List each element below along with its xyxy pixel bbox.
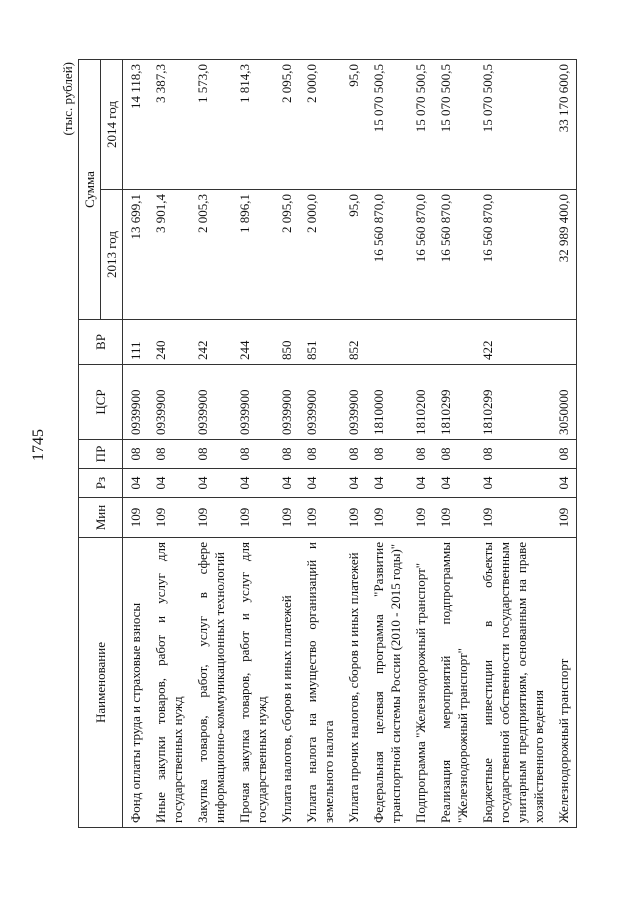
row-pr: 08 <box>123 440 149 469</box>
row-min: 109 <box>148 498 190 538</box>
table-row <box>475 60 551 828</box>
row-min: 109 <box>190 498 232 538</box>
units-label: (тыс. рублей) <box>60 62 75 136</box>
row-vr <box>551 320 577 365</box>
table-row <box>299 60 341 828</box>
row-csr: 0939900 <box>232 365 274 440</box>
table-header <box>79 60 123 828</box>
row-min: 109 <box>433 498 475 538</box>
row-csr: 1810200 <box>408 365 433 440</box>
row-amount-2013: 2 000,0 <box>299 190 341 320</box>
header-vr: ВР <box>79 320 123 365</box>
row-amount-2013: 2 005,3 <box>190 190 232 320</box>
table-row <box>366 60 408 828</box>
table-row <box>123 60 149 828</box>
row-name: Уплата налогов, сборов и иных платежей <box>274 538 299 828</box>
row-csr: 0939900 <box>190 365 232 440</box>
row-amount-2014: 1 814,3 <box>232 60 274 190</box>
budget-table <box>78 59 577 828</box>
row-amount-2013: 95,0 <box>341 190 366 320</box>
row-rz: 04 <box>341 469 366 498</box>
row-amount-2014: 2 000,0 <box>299 60 341 190</box>
row-amount-2013: 2 095,0 <box>274 190 299 320</box>
row-name: Закупка товаров, работ, услуг в сфере информационно-коммуникационных технологий <box>190 538 232 828</box>
row-vr <box>433 320 475 365</box>
row-name: Уплата прочих налогов, сборов и иных платежей <box>341 538 366 828</box>
row-pr: 08 <box>232 440 274 469</box>
row-amount-2014: 15 070 500,5 <box>408 60 433 190</box>
row-vr <box>408 320 433 365</box>
header-year-2013: 2013 год <box>101 190 123 320</box>
row-amount-2014: 2 095,0 <box>274 60 299 190</box>
row-name: Фонд оплаты труда и страховые взносы <box>123 538 149 828</box>
row-name: Иные закупки товаров, работ и услуг для государственных нужд <box>148 538 190 828</box>
row-pr: 08 <box>551 440 577 469</box>
header-rz: Рз <box>79 469 123 498</box>
row-csr: 0939900 <box>123 365 149 440</box>
table-row <box>148 60 190 828</box>
row-amount-2014: 15 070 500,5 <box>433 60 475 190</box>
row-csr: 0939900 <box>299 365 341 440</box>
row-pr: 08 <box>190 440 232 469</box>
row-amount-2013: 3 901,4 <box>148 190 190 320</box>
row-pr: 08 <box>366 440 408 469</box>
page-number: 1745 <box>30 429 47 461</box>
row-csr: 1810299 <box>475 365 551 440</box>
row-vr: 244 <box>232 320 274 365</box>
row-csr: 0939900 <box>148 365 190 440</box>
row-amount-2013: 16 560 870,0 <box>366 190 408 320</box>
row-name: Железнодорожный транспорт <box>551 538 577 828</box>
row-vr: 850 <box>274 320 299 365</box>
row-min: 109 <box>232 498 274 538</box>
row-min: 109 <box>408 498 433 538</box>
row-rz: 04 <box>232 469 274 498</box>
row-pr: 08 <box>433 440 475 469</box>
row-rz: 04 <box>408 469 433 498</box>
row-amount-2014: 95,0 <box>341 60 366 190</box>
row-amount-2013: 16 560 870,0 <box>475 190 551 320</box>
row-amount-2014: 33 170 600,0 <box>551 60 577 190</box>
table-row <box>341 60 366 828</box>
row-csr: 0939900 <box>274 365 299 440</box>
row-amount-2013: 16 560 870,0 <box>408 190 433 320</box>
row-amount-2013: 16 560 870,0 <box>433 190 475 320</box>
header-pr: ПР <box>79 440 123 469</box>
table-row <box>551 60 577 828</box>
header-min: Мин <box>79 498 123 538</box>
row-csr: 1810000 <box>366 365 408 440</box>
row-amount-2013: 32 989 400,0 <box>551 190 577 320</box>
row-vr <box>366 320 408 365</box>
row-amount-2014: 3 387,3 <box>148 60 190 190</box>
row-min: 109 <box>551 498 577 538</box>
row-csr: 3050000 <box>551 365 577 440</box>
row-rz: 04 <box>190 469 232 498</box>
row-pr: 08 <box>408 440 433 469</box>
row-rz: 04 <box>123 469 149 498</box>
row-min: 109 <box>475 498 551 538</box>
row-pr: 08 <box>148 440 190 469</box>
row-min: 109 <box>274 498 299 538</box>
header-csr: ЦСР <box>79 365 123 440</box>
row-min: 109 <box>341 498 366 538</box>
row-rz: 04 <box>366 469 408 498</box>
row-amount-2014: 14 118,3 <box>123 60 149 190</box>
row-amount-2013: 1 896,1 <box>232 190 274 320</box>
row-vr: 240 <box>148 320 190 365</box>
row-name: Реализация мероприятий подпрограммы "Железнодорожный транспорт" <box>433 538 475 828</box>
row-vr: 242 <box>190 320 232 365</box>
row-rz: 04 <box>475 469 551 498</box>
row-amount-2014: 1 573,0 <box>190 60 232 190</box>
row-vr: 851 <box>299 320 341 365</box>
row-pr: 08 <box>274 440 299 469</box>
table-row <box>190 60 232 828</box>
row-vr: 422 <box>475 320 551 365</box>
table-row <box>232 60 274 828</box>
row-min: 109 <box>123 498 149 538</box>
row-vr: 111 <box>123 320 149 365</box>
row-amount-2014: 15 070 500,5 <box>366 60 408 190</box>
header-name: Наименование <box>79 538 123 828</box>
row-name: Бюджетные инвестиции в объекты государственной собственности государственным унитарным предприятиям, основанным на праве хозяйственного ведения <box>475 538 551 828</box>
row-csr: 1810299 <box>433 365 475 440</box>
row-csr: 0939900 <box>341 365 366 440</box>
table-body <box>123 60 577 828</box>
row-min: 109 <box>299 498 341 538</box>
table-row <box>408 60 433 828</box>
header-year-2014: 2014 год <box>101 60 123 190</box>
row-pr: 08 <box>475 440 551 469</box>
row-vr: 852 <box>341 320 366 365</box>
row-rz: 04 <box>551 469 577 498</box>
header-sum: Сумма <box>79 60 101 320</box>
row-name: Прочая закупка товаров, работ и услуг для государственных нужд <box>232 538 274 828</box>
row-name: Федеральная целевая программа "Развитие транспортной системы России (2010 - 2015 годы)" <box>366 538 408 828</box>
table-row <box>274 60 299 828</box>
row-rz: 04 <box>148 469 190 498</box>
row-rz: 04 <box>274 469 299 498</box>
table-row <box>433 60 475 828</box>
row-amount-2014: 15 070 500,5 <box>475 60 551 190</box>
row-amount-2013: 13 699,1 <box>123 190 149 320</box>
row-rz: 04 <box>433 469 475 498</box>
row-name: Уплата налога на имущество организаций и земельного налога <box>299 538 341 828</box>
row-min: 109 <box>366 498 408 538</box>
row-name: Подпрограмма "Железнодорожный транспорт" <box>408 538 433 828</box>
row-rz: 04 <box>299 469 341 498</box>
row-pr: 08 <box>299 440 341 469</box>
row-pr: 08 <box>341 440 366 469</box>
